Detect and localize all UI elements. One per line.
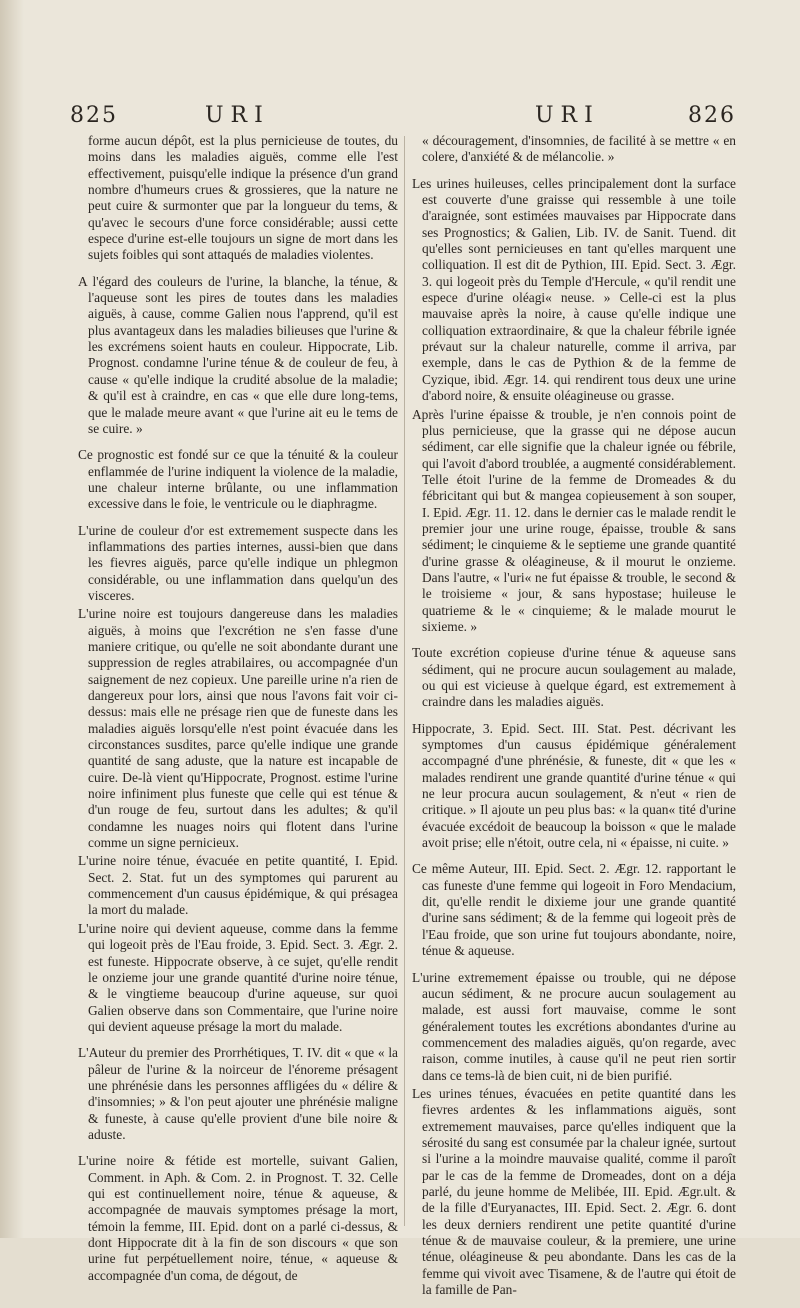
paragraph: L'urine extremement épaisse ou trouble, qui ne dépose aucun sédiment, & ne procure aucun soulagement au malade, est aussi fort mauvaise, comme le sont généralement toutes les excrétions abondantes d'urine au commencement des maladies aiguës, qu'on regarde, avec raison, comme inutiles, à cause qu'il ne peut rien sortir dans ce tems-là de bien cuit, ni de bien purifié. (412, 969, 736, 1083)
page-number-left: 825 (70, 103, 118, 128)
paragraph: forme aucun dépôt, est la plus pernicieuse de toutes, du moins dans les maladies aiguës, comme elle l'est effectivement, puisqu'elle indique la présence d'un grand nombre d'humeurs crues & grossieres, que la nature ne peut cuire & surmonter que par la longueur du tems, & qu'avec le secours d'une force considérable; aussi cette espece d'urine est-elle toujours un signe de mort dans les sujets foibles qui sont attaqués de maladies violentes. (88, 133, 398, 263)
paragraph: Après l'urine épaisse & trouble, je n'en connois point de plus pernicieuse, que la grasse qui ne dépose aucun sédiment, car elle signifie que la chaleur ignée ou fébrile, qui l'avoit d'abord troublée, a augmenté considérablement. Telle étoit l'urine de la femme de Dromeades & du fébricitant qui but & mangea copieusement à son souper, I. Epid. Ægr. 11. 12. dans le dernier cas le malade rendit le premier jour une urine rouge, épaisse, trouble & sans sédiment; le cinquieme & le septieme une grande quantité d'urine grasse & oléagineuse, & il mourut le onzieme. Dans l'autre, « l'uri« ne fut épaisse & trouble, le second & le troisieme « jour, & sans hypostase; huileuse le quatrieme & le « cinquieme; & le malade mourut le sixieme. » (412, 406, 736, 634)
paragraph: L'urine noire ténue, évacuée en petite quantité, I. Epid. Sect. 2. Stat. fut un des symptomes qui parurent au commencement d'un causus épidémique, & qui présagea la mort du malade. (78, 853, 398, 918)
left-column (78, 133, 398, 1294)
page-number-right: 826 (688, 103, 736, 128)
headword-left: URI (205, 103, 270, 128)
paragraph: Hippocrate, 3. Epid. Sect. III. Stat. Pest. décrivant les symptomes d'un causus épidémique généralement accompagné d'une phrénésie, & funeste, dit « que les « malades rendirent une grande quantité d'urine ténue « qui ne leur procura aucun soulagement, & n'eut « rien de critique. » Il ajoute un peu plus bas: « la quan« tité d'urine évacuée excédoit de beaucoup la boisson « que le malade avoit prise; elle n'étoit, outre cela, ni « épaisse, ni cuite. » (412, 720, 736, 851)
paragraph: A l'égard des couleurs de l'urine, la blanche, la ténue, & l'aqueuse sont les pires de toutes dans les maladies aiguës, à cause, comme Galien nous l'apprend, qu'il est plus avantageux dans les maladies bilieuses que l'urine & les excrémens soient hauts en couleur. Hippocrate, Lib. Prognost. condamne l'urine ténue & de couleur de feu, à cause « qu'elle indique la crudité absolue de la maladie; & qu'il est à craindre, en cas « que elle dure long-tems, que le malade meure avant « que l'urine ait eu le tems de se cuire. » (78, 273, 398, 436)
column-divider (404, 136, 405, 1226)
paragraph: L'urine noire est toujours dangereuse dans les maladies aiguës, à moins que l'excrétion ne s'en fasse d'une maniere critique, ou qu'elle ne soit abondante durant une suppression de regles atrabilaires, ou accompagnée d'un saignement de nez copieux. Une pareille urine n'a rien de dangereux pour lors, ainsi que nous l'avons fait voir ci-dessus: mais elle ne présage rien que de funeste dans les maladies aiguës lorsqu'elle n'est point évacuée dans les circonstances susdites, parce qu'elle indique une grande quantité de sang aduste, que la nature est incapable de cuire. De-là vient qu'Hippocrate, Prognost. estime l'urine noire infiniment plus funeste que celle qui est ténue & d'un rouge de feu, surtout dans les adultes; & qu'il condamne les nuages noirs qui flotent dans l'urine comme un signe pernicieux. (78, 606, 398, 851)
headword-right: URI (535, 103, 600, 128)
paragraph: Ce prognostic est fondé sur ce que la ténuité & la couleur enflammée de l'urine indiquent la violence de la maladie, une chaleur interne brûlante, ou une inflammation excessive dans le foie, le ventricule ou le diaphragme. (78, 447, 398, 512)
paragraph: L'urine noire & fétide est mortelle, suivant Galien, Comment. in Aph. & Com. 2. in Prognost. T. 32. Celle qui est continuellement noire, ténue & aqueuse, & accompagnée de mauvais symptomes présage la mort, témoin la femme, III. Epid. dont on a parlé ci-dessus, & dont Hippocrate dit à la fin de son discours « que son urine fut perpétuellement noire, ténue, « aqueuse & accompagnée d'un coma, de dégout, de (78, 1153, 398, 1283)
right-column (412, 133, 736, 1308)
paragraph: Les urines huileuses, celles principalement dont la surface est couverte d'une graisse qui ressemble à une toile d'araignée, sont estimées mauvaises par Hippocrate dans ses Prognostics; & Galien, Lib. IV. de Sanit. Tuend. dit qu'elles sont pernicieuses en tant qu'elles marquent une colliquation. Il est dit de Pythion, III. Epid. Sect. 3. Ægr. 3. qui logeoit près du Temple d'Hercule, « qu'il rendit une espece d'urine oléagi« neuse. » Celle-ci est la plus mauvaise après la noire, à cause qu'elle indique une colliquation extraordinaire, & que la chaleur fébrile ignée prévaut sur la chaleur naturelle, comme il arriva, par exemple, dans le cas de Pythion & de la femme de Cyzique, ibid. Ægr. 14. qui rendirent tous deux une urine d'abord noire, & ensuite oléagineuse ou grasse. (412, 175, 736, 404)
paragraph: Ce même Auteur, III. Epid. Sect. 2. Ægr. 12. rapportant le cas funeste d'une femme qui logeoit in Foro Mendacium, dit, qu'elle rendit le dixieme jour une grande quantité d'urine sans sédiment; & de la femme qui logeoit près de l'Eau froide, que son urine fut toujours abondante, noire, ténue & aqueuse. (412, 861, 736, 959)
paragraph: L'urine de couleur d'or est extremement suspecte dans les inflammations des parties internes, aussi-bien que dans les fievres aiguës, parce qu'elle indique un phlegmon considérable, ou une inflammation dans quelqu'un des visceres. (78, 522, 398, 603)
gutter-shadow (0, 0, 24, 1238)
paragraph: Toute excrétion copieuse d'urine ténue & aqueuse sans sédiment, qui ne procure aucun soulagement au malade, ou qui est vicieuse à quelque égard, est extremement à craindre dans les maladies aiguës. (412, 645, 736, 710)
running-header (70, 103, 770, 133)
paragraph: Les urines ténues, évacuées en petite quantité dans les fievres ardentes & les inflammations aiguës, sont extremement mauvaises, parce qu'elles indiquent que la sérosité du sang est consumée par la chaleur ignée, surtout si l'urine a la moindre mauvaise qualité, comme il paroît par le cas de la femme de Dromeades, dont on a déja parlé, du jeune homme de Melibée, III. Epid. Ægr.ult. & de la fille d'Euryanactes, III. Epid. Sect. 2. Ægr. 6. dont les deux derniers rendirent une petite quantité d'urine ténue & de mauvaise couleur, & la premiere, une urine ténue, oléagineuse & peu abondante. Dans les cas de la femme qui vivoit avec Tisamene, & de l'autre qui étoit de la famille de Pan- (412, 1085, 736, 1298)
paragraph: « découragement, d'insomnies, de facilité à se mettre « en colere, d'anxiété & de mélancolie. » (422, 133, 736, 165)
paragraph: L'Auteur du premier des Prorrhétiques, T. IV. dit « que « la pâleur de l'urine & la noirceur de l'énoreme présagent une phrénésie dans les personnes affligées du « délire & d'insomnies; » & l'on peut ajouter une phrénésie maligne & funeste, à cause qu'elle provient d'une bile noire & aduste. (78, 1045, 398, 1142)
paragraph: L'urine noire qui devient aqueuse, comme dans la femme qui logeoit près de l'Eau froide, 3. Epid. Sect. 3. Ægr. 2. est funeste. Hippocrate observe, à ce sujet, qu'elle rendit le onzieme jour une grande quantité d'urine noire ténue, & le vingtieme beaucoup d'urine aqueuse, sur quoi Galien observe dans son Commentaire, que l'urine noire qui devient aqueuse présage la mort du malade. (78, 920, 398, 1034)
